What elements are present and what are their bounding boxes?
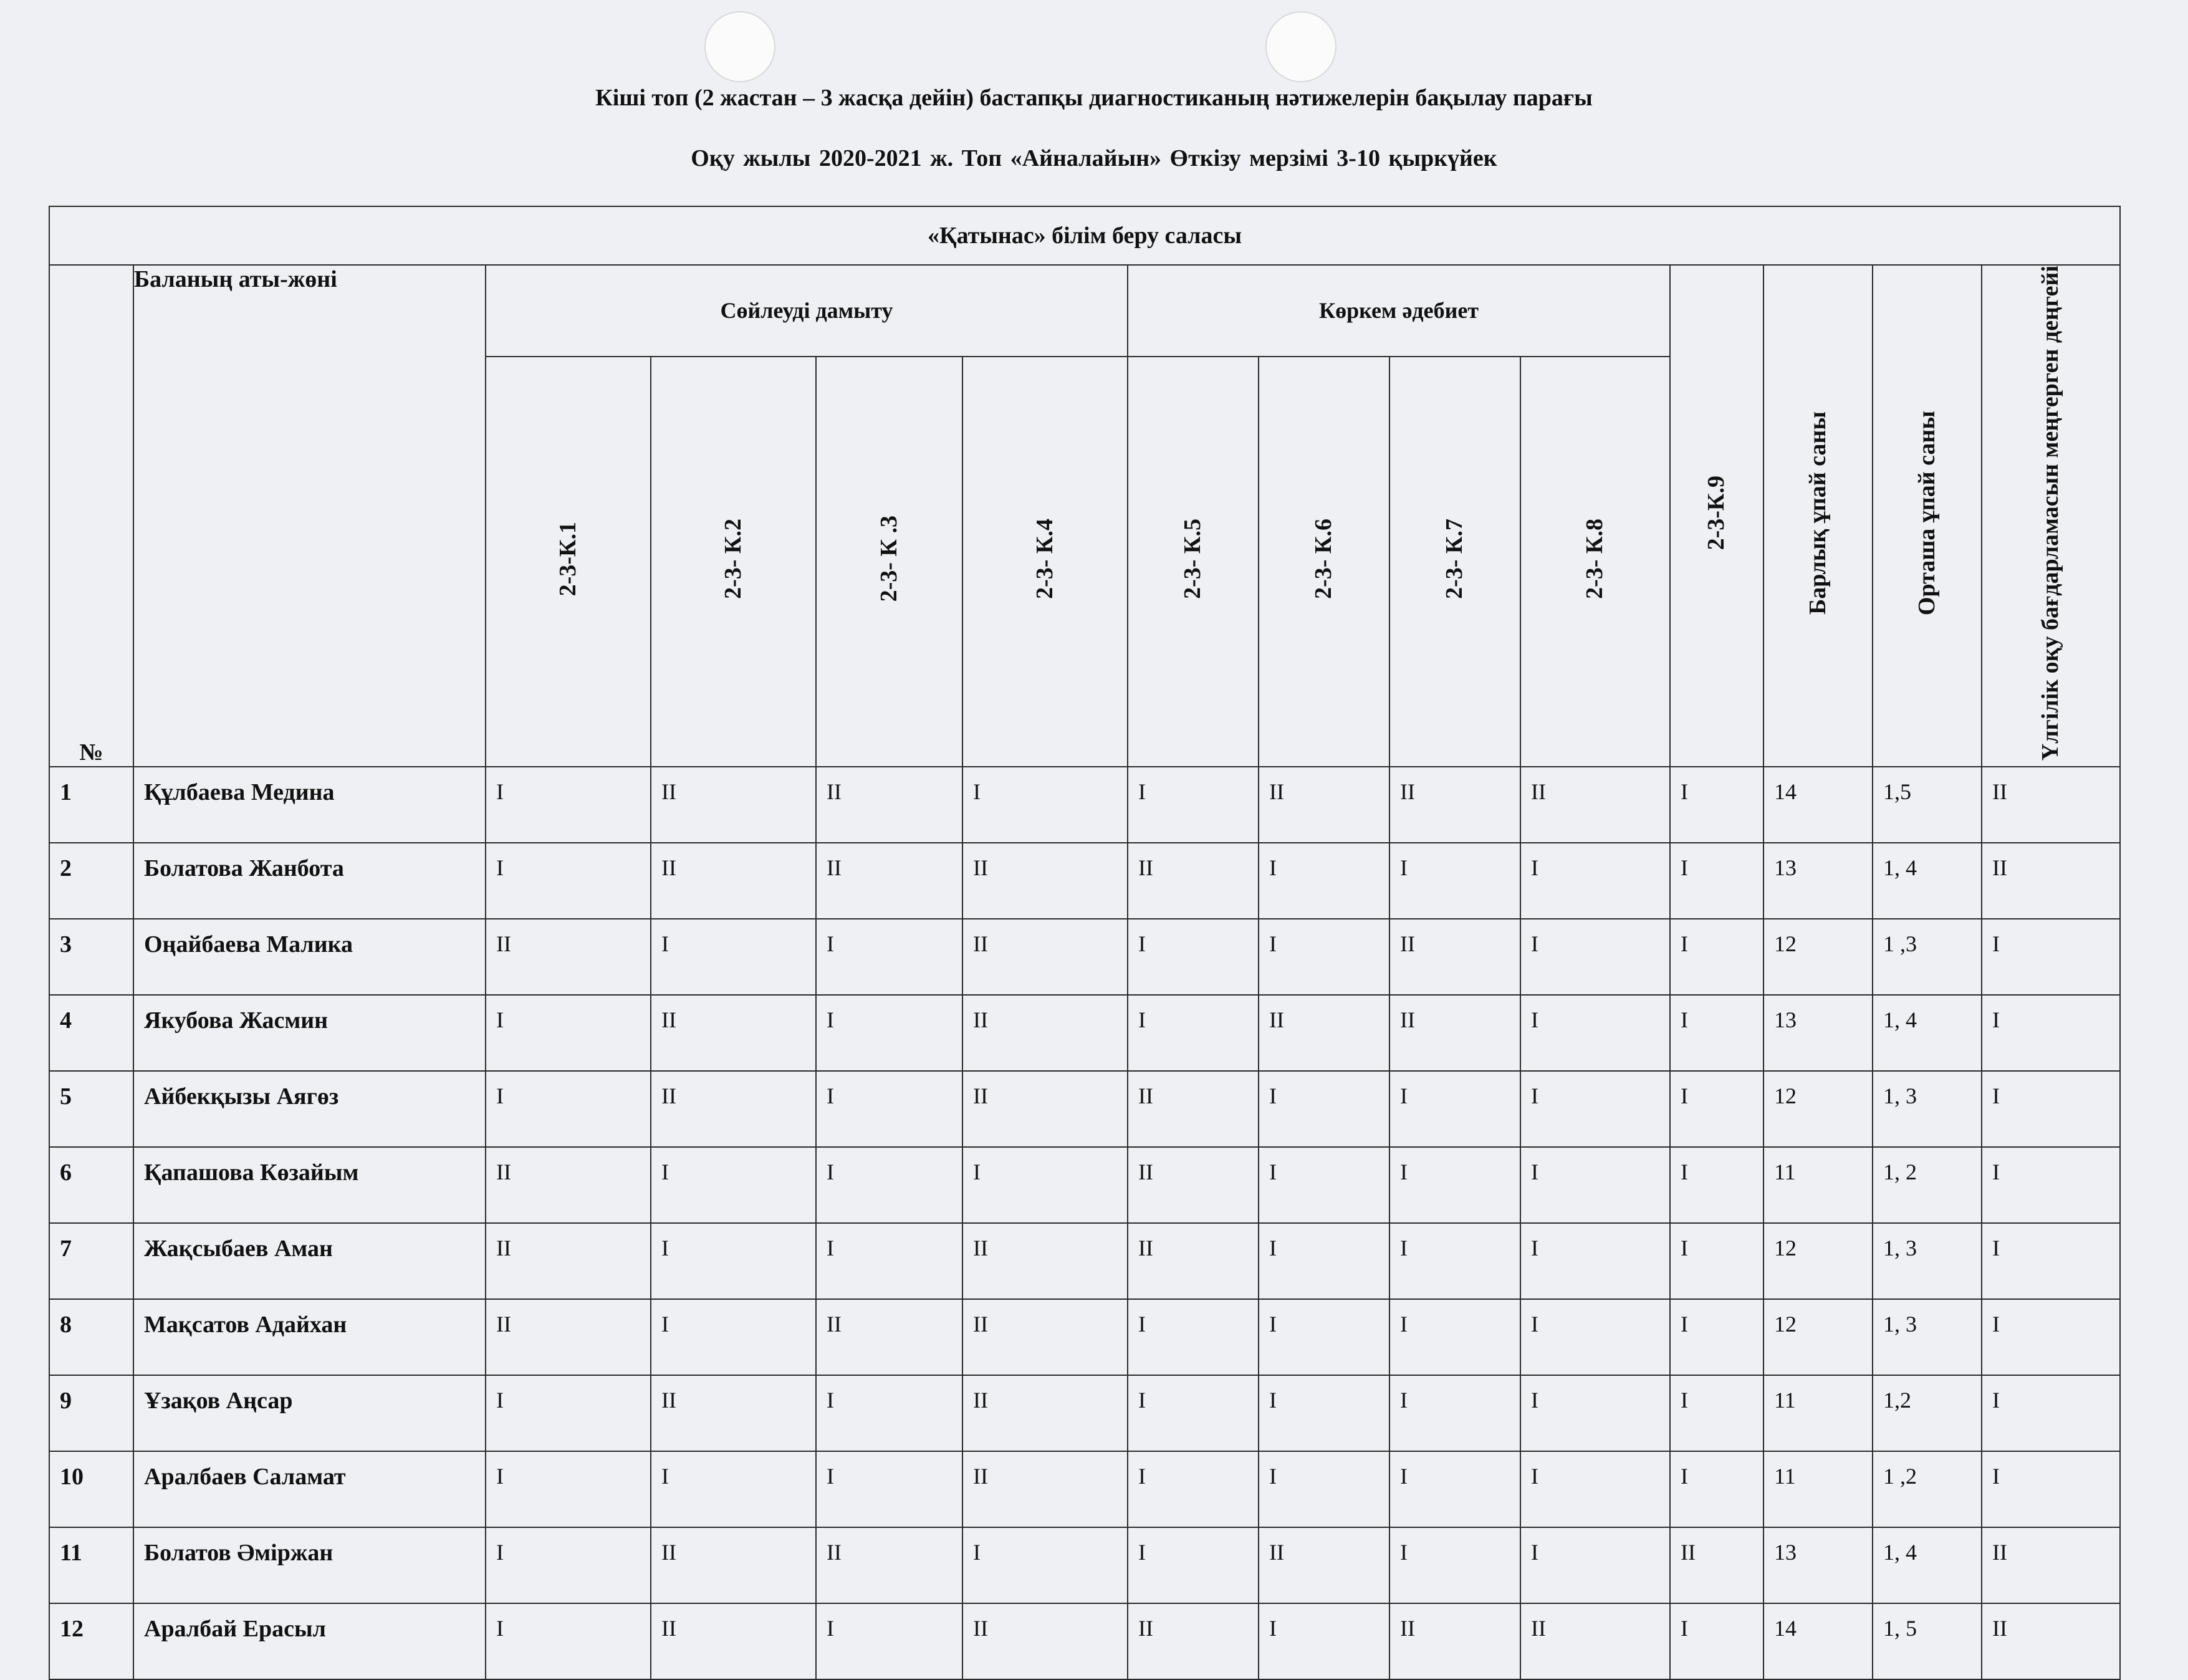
score-k8: I — [1520, 995, 1670, 1071]
score-k5: I — [1128, 1375, 1259, 1451]
score-k8: I — [1520, 1071, 1670, 1147]
score-k2: II — [651, 1071, 816, 1147]
score-k6: I — [1259, 1071, 1389, 1147]
score-k8: I — [1520, 1375, 1670, 1451]
literature-group-header: Көркем әдебиет — [1128, 265, 1670, 357]
child-name: Болатов Әміржан — [133, 1527, 486, 1603]
score-k4: II — [962, 995, 1128, 1071]
total-score: 11 — [1763, 1375, 1873, 1451]
column-header-k3: 2-3- К .3 — [816, 357, 962, 767]
score-k4: II — [962, 1223, 1128, 1299]
score-k5: I — [1128, 1527, 1259, 1603]
score-k9: I — [1670, 919, 1763, 995]
score-k6: I — [1259, 843, 1389, 919]
child-name: Айбекқызы Аягөз — [133, 1071, 486, 1147]
score-k9: I — [1670, 995, 1763, 1071]
average-score: 1, 3 — [1873, 1223, 1982, 1299]
score-k8: I — [1520, 843, 1670, 919]
score-k8: I — [1520, 1147, 1670, 1223]
score-k4: II — [962, 919, 1128, 995]
mastery-level: II — [1982, 843, 2120, 919]
score-k3: I — [816, 1071, 962, 1147]
score-k9: I — [1670, 1451, 1763, 1527]
total-score: 13 — [1763, 843, 1873, 919]
score-k3: I — [816, 1223, 962, 1299]
page-title: Кіші топ (2 жастан – 3 жасқа дейін) бастапқы диагностиканың нәтижелерін бақылау парағы — [595, 85, 1593, 111]
score-k7: I — [1389, 1451, 1520, 1527]
score-k7: II — [1389, 1603, 1520, 1679]
mastery-level: I — [1982, 919, 2120, 995]
average-score: 1,2 — [1873, 1375, 1982, 1451]
column-header-k1: 2-3-К.1 — [486, 357, 651, 767]
score-k3: II — [816, 843, 962, 919]
average-score: 1, 4 — [1873, 995, 1982, 1071]
score-k4: II — [962, 1451, 1128, 1527]
score-k1: I — [486, 1375, 651, 1451]
score-k1: II — [486, 1223, 651, 1299]
score-k7: II — [1389, 767, 1520, 843]
score-k2: I — [651, 1147, 816, 1223]
score-k9: I — [1670, 1603, 1763, 1679]
score-k6: II — [1259, 1527, 1389, 1603]
score-k6: I — [1259, 1147, 1389, 1223]
score-k3: I — [816, 1375, 962, 1451]
mastery-level: I — [1982, 1375, 2120, 1451]
child-name: Якубова Жасмин — [133, 995, 486, 1071]
score-k4: II — [962, 1299, 1128, 1375]
score-k2: II — [651, 995, 816, 1071]
mastery-level: I — [1982, 995, 2120, 1071]
row-number: 8 — [49, 1299, 133, 1375]
mastery-level: II — [1982, 767, 2120, 843]
total-score: 11 — [1763, 1147, 1873, 1223]
total-score: 12 — [1763, 1223, 1873, 1299]
score-k9: I — [1670, 1299, 1763, 1375]
table-body — [49, 767, 2120, 1679]
score-k1: II — [486, 1299, 651, 1375]
score-k9: I — [1670, 1071, 1763, 1147]
table-row — [49, 1071, 2120, 1147]
score-k4: II — [962, 1603, 1128, 1679]
score-k7: I — [1389, 1071, 1520, 1147]
average-score: 1, 4 — [1873, 1527, 1982, 1603]
average-score: 1, 4 — [1873, 843, 1982, 919]
score-k8: II — [1520, 767, 1670, 843]
score-k8: I — [1520, 1451, 1670, 1527]
column-header-k7: 2-3- К.7 — [1389, 357, 1520, 767]
score-k2: II — [651, 1603, 816, 1679]
average-score: 1, 3 — [1873, 1071, 1982, 1147]
score-k7: I — [1389, 843, 1520, 919]
column-header-k9: 2-3-К.9 — [1670, 265, 1763, 767]
table-row — [49, 1451, 2120, 1527]
total-score: 11 — [1763, 1451, 1873, 1527]
average-score-header: Орташа ұпай саны — [1873, 265, 1982, 767]
score-k5: I — [1128, 995, 1259, 1071]
score-k2: I — [651, 1299, 816, 1375]
score-k1: I — [486, 1071, 651, 1147]
total-score: 13 — [1763, 995, 1873, 1071]
table-row — [49, 1527, 2120, 1603]
child-name: Аралбаев Саламат — [133, 1451, 486, 1527]
score-k2: II — [651, 1375, 816, 1451]
child-name: Құлбаева Медина — [133, 767, 486, 843]
score-k6: I — [1259, 919, 1389, 995]
score-k7: I — [1389, 1147, 1520, 1223]
row-number: 7 — [49, 1223, 133, 1299]
row-number: 9 — [49, 1375, 133, 1451]
mastery-level: I — [1982, 1451, 2120, 1527]
child-name: Қапашова Көзайым — [133, 1147, 486, 1223]
score-k2: I — [651, 919, 816, 995]
mastery-level: I — [1982, 1147, 2120, 1223]
total-score: 12 — [1763, 1071, 1873, 1147]
score-k1: I — [486, 1603, 651, 1679]
mastery-level-header: Үлгілік оқу бағдарламасын меңгерген деңгейі — [1982, 265, 2120, 767]
total-score: 14 — [1763, 767, 1873, 843]
child-name: Аралбай Ерасыл — [133, 1603, 486, 1679]
child-name: Ұзақов Аңсар — [133, 1375, 486, 1451]
speech-group-header: Сөйлеуді дамыту — [486, 265, 1128, 357]
row-number: 3 — [49, 919, 133, 995]
score-k8: II — [1520, 1603, 1670, 1679]
table-row — [49, 767, 2120, 843]
score-k5: II — [1128, 843, 1259, 919]
score-k9: I — [1670, 1375, 1763, 1451]
score-k1: II — [486, 1147, 651, 1223]
punch-hole-left — [704, 11, 775, 82]
score-k6: I — [1259, 1451, 1389, 1527]
table-row — [49, 1603, 2120, 1679]
mastery-level: I — [1982, 1071, 2120, 1147]
score-k3: I — [816, 995, 962, 1071]
score-k4: II — [962, 843, 1128, 919]
table-row — [49, 1223, 2120, 1299]
row-number: 5 — [49, 1071, 133, 1147]
column-header-k2: 2-3- К.2 — [651, 357, 816, 767]
score-k2: II — [651, 767, 816, 843]
diagnostic-table — [49, 206, 2121, 1680]
row-number: 6 — [49, 1147, 133, 1223]
total-score-header: Барлық ұпай саны — [1763, 265, 1873, 767]
score-k8: I — [1520, 1527, 1670, 1603]
score-k1: I — [486, 1527, 651, 1603]
score-k8: I — [1520, 1299, 1670, 1375]
table-row — [49, 1375, 2120, 1451]
average-score: 1 ,2 — [1873, 1451, 1982, 1527]
score-k1: I — [486, 767, 651, 843]
score-k1: I — [486, 843, 651, 919]
score-k7: II — [1389, 919, 1520, 995]
score-k6: I — [1259, 1299, 1389, 1375]
number-column-header: № — [49, 265, 133, 767]
score-k5: II — [1128, 1147, 1259, 1223]
score-k6: II — [1259, 995, 1389, 1071]
score-k3: II — [816, 1299, 962, 1375]
column-header-k5: 2-3- К.5 — [1128, 357, 1259, 767]
row-number: 10 — [49, 1451, 133, 1527]
score-k7: I — [1389, 1527, 1520, 1603]
score-k2: I — [651, 1451, 816, 1527]
score-k7: I — [1389, 1223, 1520, 1299]
score-k9: II — [1670, 1527, 1763, 1603]
column-header-k8: 2-3- К.8 — [1520, 357, 1670, 767]
mastery-level: II — [1982, 1527, 2120, 1603]
punch-hole-right — [1265, 11, 1336, 82]
score-k3: I — [816, 1147, 962, 1223]
score-k3: I — [816, 1603, 962, 1679]
score-k7: I — [1389, 1375, 1520, 1451]
mastery-level: I — [1982, 1223, 2120, 1299]
score-k8: I — [1520, 919, 1670, 995]
score-k1: I — [486, 995, 651, 1071]
score-k5: I — [1128, 919, 1259, 995]
total-score: 13 — [1763, 1527, 1873, 1603]
table-row — [49, 995, 2120, 1071]
score-k5: I — [1128, 1451, 1259, 1527]
score-k2: II — [651, 843, 816, 919]
average-score: 1 ,3 — [1873, 919, 1982, 995]
score-k4: II — [962, 1375, 1128, 1451]
score-k5: II — [1128, 1071, 1259, 1147]
mastery-level: I — [1982, 1299, 2120, 1375]
score-k6: II — [1259, 767, 1389, 843]
score-k7: I — [1389, 1299, 1520, 1375]
total-score: 14 — [1763, 1603, 1873, 1679]
column-header-k4: 2-3- К.4 — [962, 357, 1128, 767]
row-number: 1 — [49, 767, 133, 843]
score-k9: I — [1670, 1147, 1763, 1223]
score-k4: II — [962, 1071, 1128, 1147]
table-row — [49, 843, 2120, 919]
mastery-level: II — [1982, 1603, 2120, 1679]
score-k4: I — [962, 1527, 1128, 1603]
page-subtitle: Оқу жылы 2020-2021 ж. Топ «Айналайын» Өткізу мерзімі 3-10 қыркүйек — [691, 145, 1497, 171]
score-k2: I — [651, 1223, 816, 1299]
average-score: 1, 5 — [1873, 1603, 1982, 1679]
score-k5: II — [1128, 1223, 1259, 1299]
average-score: 1, 3 — [1873, 1299, 1982, 1375]
row-number: 2 — [49, 843, 133, 919]
score-k6: I — [1259, 1375, 1389, 1451]
table-row — [49, 1299, 2120, 1375]
name-column-header: Баланың аты-жөні — [133, 265, 486, 767]
column-header-k6: 2-3- К.6 — [1259, 357, 1389, 767]
child-name: Мақсатов Адайхан — [133, 1299, 486, 1375]
score-k6: I — [1259, 1603, 1389, 1679]
row-number: 4 — [49, 995, 133, 1071]
score-k1: II — [486, 919, 651, 995]
score-k3: II — [816, 767, 962, 843]
score-k5: II — [1128, 1603, 1259, 1679]
score-k3: I — [816, 919, 962, 995]
total-score: 12 — [1763, 1299, 1873, 1375]
row-number: 11 — [49, 1527, 133, 1603]
score-k1: I — [486, 1451, 651, 1527]
score-k3: II — [816, 1527, 962, 1603]
child-name: Оңайбаева Малика — [133, 919, 486, 995]
row-number: 12 — [49, 1603, 133, 1679]
table-row — [49, 919, 2120, 995]
score-k6: I — [1259, 1223, 1389, 1299]
education-area-header: «Қатынас» білім беру саласы — [49, 206, 2120, 265]
score-k2: II — [651, 1527, 816, 1603]
score-k7: II — [1389, 995, 1520, 1071]
table-row — [49, 1147, 2120, 1223]
score-k3: I — [816, 1451, 962, 1527]
score-k4: I — [962, 767, 1128, 843]
score-k5: I — [1128, 1299, 1259, 1375]
child-name: Жақсыбаев Аман — [133, 1223, 486, 1299]
average-score: 1, 2 — [1873, 1147, 1982, 1223]
average-score: 1,5 — [1873, 767, 1982, 843]
score-k9: I — [1670, 1223, 1763, 1299]
score-k9: I — [1670, 767, 1763, 843]
child-name: Болатова Жанбота — [133, 843, 486, 919]
score-k9: I — [1670, 843, 1763, 919]
score-k5: I — [1128, 767, 1259, 843]
score-k4: I — [962, 1147, 1128, 1223]
total-score: 12 — [1763, 919, 1873, 995]
score-k8: I — [1520, 1223, 1670, 1299]
